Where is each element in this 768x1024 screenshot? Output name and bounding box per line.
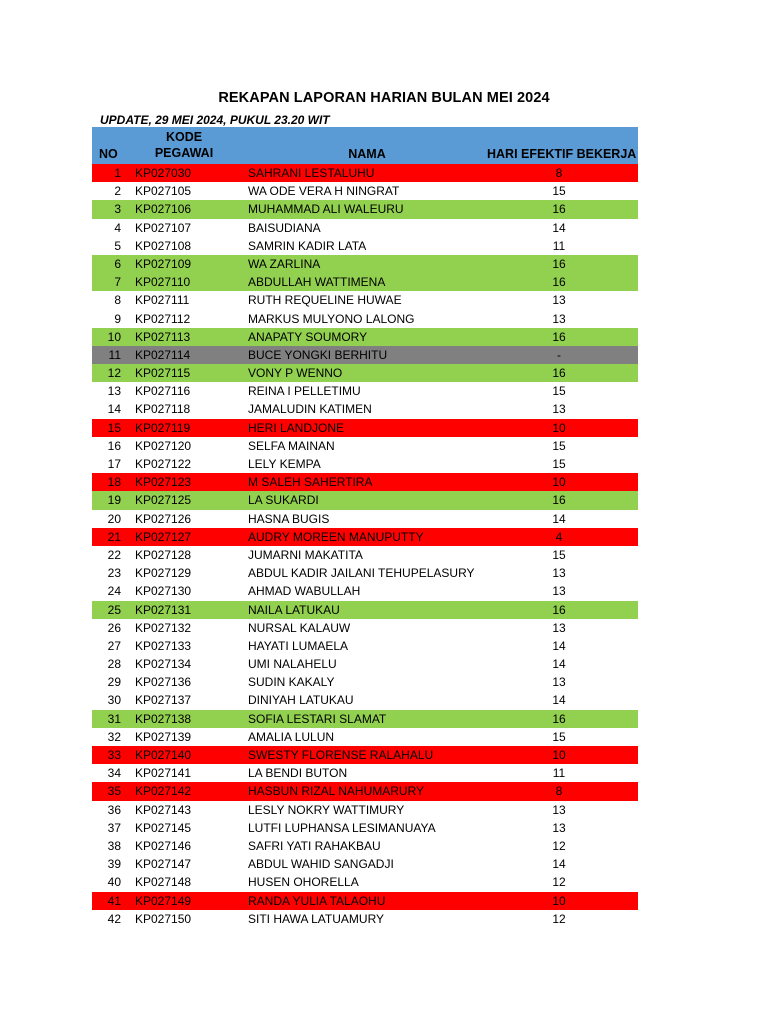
header-hari-efektif: HARI EFEKTIF BEKERJA	[487, 147, 637, 161]
cell-hari: 13	[552, 675, 566, 690]
cell-no: 41	[107, 893, 121, 908]
cell-kode: KP027110	[135, 275, 191, 290]
cell-hari: 16	[552, 602, 566, 617]
cell-nama: HASNA BUGIS	[248, 511, 330, 526]
header-no: NO	[99, 147, 118, 161]
cell-kode: KP027112	[135, 311, 191, 326]
header-kode-line1: KODE	[165, 130, 203, 144]
cell-hari: 16	[552, 275, 566, 290]
cell-hari: 16	[552, 202, 566, 217]
cell-kode: KP027138	[135, 711, 192, 726]
cell-nama: LA BENDI BUTON	[248, 766, 348, 781]
cell-kode: KP027148	[135, 875, 192, 890]
cell-nama: LUTFI LUPHANSA LESIMANUAYA	[248, 820, 436, 835]
table-row	[92, 819, 638, 837]
cell-kode: KP027111	[135, 293, 190, 308]
cell-kode: KP027136	[135, 675, 192, 690]
table-row	[92, 237, 638, 255]
table-row	[92, 255, 638, 273]
cell-hari: 12	[552, 911, 566, 926]
cell-hari: 8	[555, 166, 563, 180]
cell-nama: UMI NALAHELU	[248, 657, 337, 672]
cell-hari: 13	[552, 584, 566, 599]
cell-no: 37	[107, 820, 121, 835]
table-row	[92, 310, 638, 328]
update-timestamp: UPDATE, 29 MEI 2024, PUKUL 23.20 WIT	[100, 113, 330, 127]
cell-no: 7	[114, 275, 121, 290]
table-row	[92, 655, 638, 673]
cell-nama: HERI LANDJONE	[248, 420, 345, 435]
cell-nama: NURSAL KALAUW	[248, 620, 351, 635]
cell-nama: AUDRY MOREEN MANUPUTTY	[248, 529, 424, 544]
cell-no: 38	[107, 838, 121, 853]
cell-kode: KP027108	[135, 238, 192, 253]
table-row	[92, 564, 638, 582]
cell-no: 14	[107, 402, 121, 417]
cell-kode: KP027137	[135, 693, 192, 708]
cell-hari: -	[557, 347, 561, 362]
cell-kode: KP027116	[135, 384, 191, 399]
cell-kode: KP027131	[135, 602, 192, 617]
cell-no: 11	[108, 347, 121, 362]
cell-nama: JAMALUDIN KATIMEN	[248, 402, 372, 417]
table-row	[92, 801, 638, 819]
cell-no: 17	[107, 457, 121, 471]
report-table	[92, 127, 638, 928]
cell-nama: HAYATI LUMAELA	[248, 638, 349, 653]
cell-nama: BAISUDIANA	[248, 220, 321, 235]
cell-no: 26	[107, 620, 121, 635]
cell-nama: ABDUL KADIR JAILANI TEHUPELASURY	[248, 566, 475, 581]
table-row	[92, 273, 638, 291]
cell-hari: 13	[552, 802, 566, 817]
cell-nama: RUTH REQUELINE HUWAE	[248, 293, 402, 308]
cell-hari: 13	[552, 293, 566, 308]
cell-nama: LESLY NOKRY WATTIMURY	[248, 802, 405, 817]
cell-kode: KP027145	[135, 820, 192, 835]
cell-kode: KP027134	[135, 657, 192, 672]
cell-kode: KP027125	[135, 493, 192, 508]
cell-hari: 15	[552, 547, 566, 562]
cell-kode: KP027109	[135, 256, 192, 271]
cell-hari: 15	[552, 184, 566, 199]
cell-no: 4	[114, 220, 121, 235]
cell-no: 30	[107, 693, 121, 708]
cell-kode: KP027143	[135, 802, 192, 817]
cell-nama: SUDIN KAKALY	[248, 675, 335, 690]
table-row	[92, 637, 638, 655]
cell-no: 28	[107, 657, 121, 672]
cell-hari: 13	[552, 566, 566, 581]
cell-no: 19	[107, 493, 121, 508]
cell-no: 16	[107, 438, 121, 453]
table-row	[92, 382, 638, 400]
table-row	[92, 673, 638, 691]
cell-nama: MUHAMMAD ALI WALEURU	[248, 202, 404, 217]
cell-kode: KP027115	[135, 366, 191, 381]
cell-no: 22	[107, 547, 121, 562]
header-kode-pegawai	[132, 129, 236, 161]
cell-hari: 14	[552, 693, 566, 708]
table-row	[92, 473, 638, 491]
cell-nama: AMALIA LULUN	[248, 729, 335, 744]
table-row	[92, 400, 638, 418]
cell-nama: JUMARNI MAKATITA	[248, 547, 363, 562]
table-row	[92, 691, 638, 709]
cell-kode: KP027107	[135, 220, 192, 235]
cell-hari: 11	[552, 766, 566, 781]
cell-nama: BUCE YONGKI BERHITU	[248, 347, 388, 362]
table-row	[92, 437, 638, 455]
cell-no: 9	[114, 311, 121, 326]
cell-hari: 13	[552, 820, 566, 835]
cell-kode: KP027150	[135, 911, 192, 926]
table-row	[92, 455, 638, 473]
cell-hari: 13	[552, 311, 566, 326]
cell-kode: KP027120	[135, 438, 192, 453]
cell-nama: SWESTY FLORENSE RALAHALU	[248, 748, 434, 762]
cell-kode: KP027113	[135, 329, 191, 344]
cell-no: 1	[114, 166, 121, 180]
cell-no: 33	[107, 748, 121, 762]
cell-kode: KP027123	[135, 475, 192, 490]
cell-kode: KP027140	[135, 748, 192, 762]
cell-no: 31	[107, 711, 121, 726]
cell-no: 5	[114, 238, 121, 253]
cell-no: 15	[107, 420, 121, 435]
cell-kode: KP027114	[135, 347, 191, 362]
cell-kode: KP027146	[135, 838, 192, 853]
cell-kode: KP027147	[135, 857, 192, 872]
cell-hari: 16	[552, 711, 566, 726]
cell-nama: WA ODE VERA H NINGRAT	[248, 184, 400, 199]
cell-no: 20	[107, 511, 121, 526]
cell-kode: KP027122	[135, 457, 192, 471]
cell-hari: 14	[552, 511, 566, 526]
cell-hari: 14	[552, 638, 566, 653]
cell-no: 6	[114, 256, 121, 271]
table-row	[92, 346, 638, 364]
cell-nama: SELFA MAINAN	[248, 438, 335, 453]
cell-kode: KP027139	[135, 729, 192, 744]
cell-nama: M SALEH SAHERTIRA	[248, 475, 373, 490]
table-row	[92, 419, 638, 437]
cell-nama: NAILA LATUKAU	[248, 602, 340, 617]
table-row	[92, 873, 638, 891]
table-row	[92, 764, 638, 782]
cell-nama: RANDA YULIA TALAOHU	[248, 893, 386, 908]
cell-no: 23	[107, 566, 121, 581]
cell-nama: ANAPATY SOUMORY	[248, 329, 368, 344]
cell-no: 24	[107, 584, 121, 599]
table-row	[92, 219, 638, 237]
cell-kode: KP027130	[135, 584, 192, 599]
cell-no: 18	[107, 475, 121, 490]
table-row	[92, 291, 638, 309]
cell-kode: KP027126	[135, 511, 192, 526]
cell-hari: 10	[552, 893, 566, 908]
cell-hari: 14	[552, 857, 566, 872]
cell-hari: 13	[552, 620, 566, 635]
cell-hari: 10	[552, 475, 566, 490]
cell-nama: REINA I PELLETIMU	[248, 384, 361, 399]
cell-nama: SITI HAWA LATUAMURY	[248, 911, 385, 926]
cell-hari: 10	[552, 748, 566, 762]
cell-hari: 8	[555, 784, 563, 799]
table-row	[92, 582, 638, 600]
cell-nama: SAHRANI LESTALUHU	[248, 166, 375, 180]
cell-no: 25	[107, 602, 121, 617]
cell-nama: DINIYAH LATUKAU	[248, 693, 354, 708]
cell-nama: VONY P WENNO	[248, 366, 343, 381]
cell-kode: KP027128	[135, 547, 192, 562]
cell-no: 8	[114, 293, 121, 308]
table-row	[92, 182, 638, 200]
cell-kode: KP027132	[135, 620, 192, 635]
header-nama: NAMA	[348, 147, 386, 161]
cell-no: 29	[107, 675, 121, 690]
cell-kode: KP027149	[135, 893, 192, 908]
table-header	[92, 127, 638, 164]
cell-hari: 15	[552, 457, 566, 471]
cell-kode: KP027105	[135, 184, 192, 199]
cell-hari: 16	[552, 329, 566, 344]
cell-kode: KP027118	[135, 402, 191, 417]
cell-kode: KP027127	[135, 529, 192, 544]
cell-no: 21	[107, 529, 121, 544]
table-row	[92, 619, 638, 637]
table-row	[92, 837, 638, 855]
cell-no: 35	[107, 784, 121, 799]
table-row	[92, 364, 638, 382]
cell-nama: SAMRIN KADIR LATA	[248, 238, 367, 253]
header-kode-line2: PEGAWAI	[154, 146, 214, 160]
cell-hari: 15	[552, 384, 566, 399]
cell-kode: KP027119	[135, 420, 191, 435]
cell-nama: WA ZARLINA	[248, 256, 321, 271]
cell-kode: KP027133	[135, 638, 192, 653]
cell-hari: 12	[552, 875, 566, 890]
cell-nama: SAFRI YATI RAHAKBAU	[248, 838, 381, 853]
cell-no: 42	[107, 911, 121, 926]
cell-hari: 16	[552, 493, 566, 508]
table-row	[92, 728, 638, 746]
table-row	[92, 910, 638, 928]
cell-nama: HASBUN RIZAL NAHUMARURY	[248, 784, 425, 799]
cell-nama: AHMAD WABULLAH	[248, 584, 361, 599]
cell-hari: 15	[552, 729, 566, 744]
cell-kode: KP027142	[135, 784, 192, 799]
cell-nama: LELY KEMPA	[248, 457, 321, 471]
cell-hari: 12	[552, 838, 566, 853]
cell-kode: KP027129	[135, 566, 192, 581]
cell-no: 13	[107, 384, 121, 399]
table-row	[92, 164, 638, 182]
table-row	[92, 200, 638, 218]
cell-no: 10	[107, 329, 121, 344]
cell-no: 40	[107, 875, 121, 890]
cell-hari: 14	[552, 220, 566, 235]
cell-no: 12	[107, 366, 121, 381]
table-row	[92, 710, 638, 728]
cell-nama: HUSEN OHORELLA	[248, 875, 359, 890]
table-row	[92, 546, 638, 564]
cell-no: 34	[107, 766, 121, 781]
cell-kode: KP027106	[135, 202, 192, 217]
cell-no: 36	[107, 802, 121, 817]
cell-no: 27	[107, 638, 121, 653]
cell-hari: 14	[552, 657, 566, 672]
table-row	[92, 328, 638, 346]
cell-nama: ABDUL WAHID SANGADJI	[248, 857, 394, 872]
cell-hari: 15	[552, 438, 566, 453]
table-row	[92, 510, 638, 528]
table-body	[92, 164, 638, 928]
cell-nama: MARKUS MULYONO LALONG	[248, 311, 415, 326]
cell-kode: KP027030	[135, 166, 192, 180]
table-row	[92, 855, 638, 873]
cell-hari: 4	[555, 529, 563, 544]
table-row	[92, 782, 638, 800]
cell-nama: SOFIA LESTARI SLAMAT	[248, 711, 387, 726]
cell-hari: 11	[552, 238, 566, 253]
cell-hari: 13	[552, 402, 566, 417]
table-row	[92, 892, 638, 910]
cell-no: 39	[107, 857, 121, 872]
cell-nama: ABDULLAH WATTIMENA	[248, 275, 386, 290]
page-title: REKAPAN LAPORAN HARIAN BULAN MEI 2024	[218, 90, 550, 106]
cell-nama: LA SUKARDI	[248, 493, 319, 508]
cell-no: 2	[114, 184, 121, 199]
table-row	[92, 491, 638, 509]
cell-hari: 16	[552, 366, 566, 381]
table-row	[92, 746, 638, 764]
table-row	[92, 601, 638, 619]
cell-no: 32	[107, 729, 121, 744]
cell-no: 3	[114, 202, 121, 217]
cell-hari: 10	[552, 420, 566, 435]
cell-kode: KP027141	[135, 766, 192, 781]
table-row	[92, 528, 638, 546]
cell-hari: 16	[552, 256, 566, 271]
